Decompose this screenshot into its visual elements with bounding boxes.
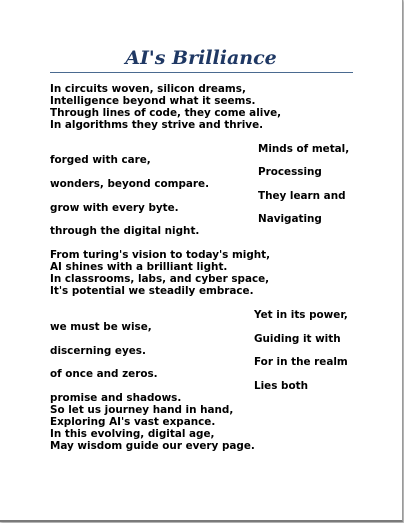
poem-line: They learn and xyxy=(258,190,346,202)
page-title: AI's Brilliance xyxy=(125,47,277,69)
poem-line: grow with every byte. xyxy=(50,202,179,214)
poem-line: we must be wise, xyxy=(50,321,152,333)
poem-line: through the digital night. xyxy=(50,225,200,237)
poem-line: promise and shadows. xyxy=(50,392,182,404)
poem-line: Minds of metal, xyxy=(258,143,350,155)
title-underline xyxy=(50,72,353,73)
poem-line: May wisdom guide our every page. xyxy=(50,440,255,452)
poem-line: of once and zeros. xyxy=(50,368,158,380)
poem-line: It's potential we steadily embrace. xyxy=(50,285,254,297)
poem-line: Through lines of code, they come alive, xyxy=(50,107,282,119)
poem-line: From turing's vision to today's might, xyxy=(50,249,271,261)
poem-line: Exploring AI's vast expance. xyxy=(50,416,216,428)
poem-line: Yet in its power, xyxy=(254,309,348,321)
poem-line: Guiding it with xyxy=(254,333,341,345)
poem-line: AI shines with a brilliant light. xyxy=(50,261,228,273)
poem-line: In this evolving, digital age, xyxy=(50,428,215,440)
poem-line: wonders, beyond compare. xyxy=(50,178,210,190)
poem-line: Navigating xyxy=(258,213,322,225)
poem-line: forged with care, xyxy=(50,154,151,166)
poem-line: For in the realm xyxy=(254,356,348,368)
poem-line: discerning eyes. xyxy=(50,345,146,357)
poem-line: In algorithms they strive and thrive. xyxy=(50,119,264,131)
poem-line: In circuits woven, silicon dreams, xyxy=(50,83,246,95)
poem-line: Lies both xyxy=(254,380,308,392)
poem-line: In classrooms, labs, and cyber space, xyxy=(50,273,270,285)
poem-line: Processing xyxy=(258,166,322,178)
poem-line: So let us journey hand in hand, xyxy=(50,404,234,416)
poem-line: Intelligence beyond what it seems. xyxy=(50,95,256,107)
